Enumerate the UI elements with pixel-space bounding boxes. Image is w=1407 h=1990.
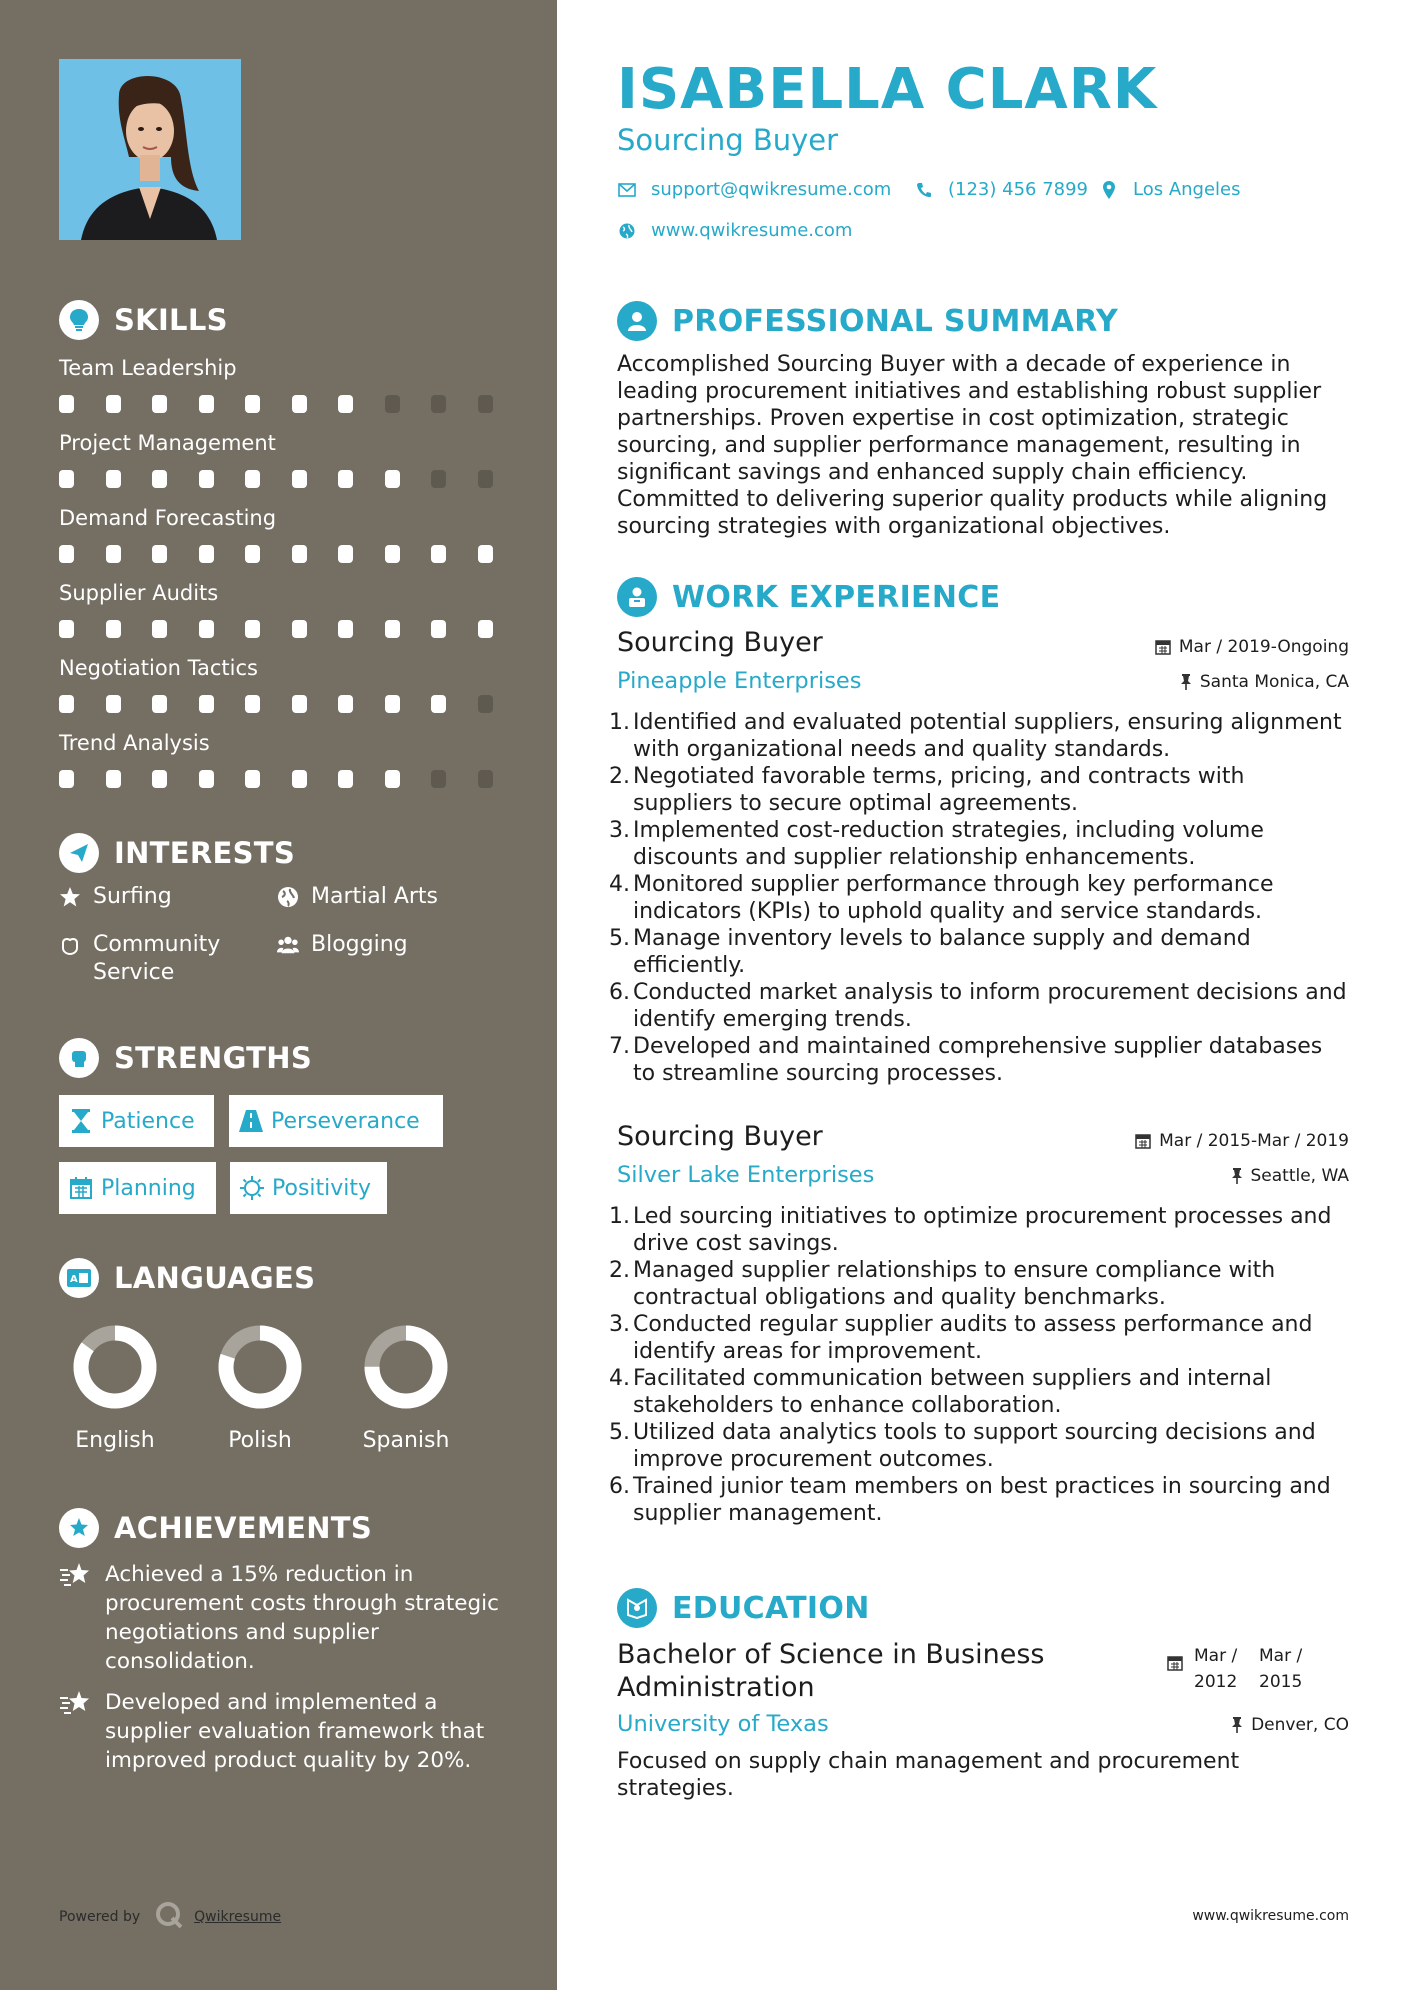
shooting-star-icon bbox=[59, 1560, 91, 1592]
responsibility-item bbox=[609, 1203, 1349, 1257]
responsibility-item bbox=[609, 1033, 1349, 1087]
language-item bbox=[341, 1324, 471, 1453]
strength-label: Perseverance bbox=[271, 1108, 420, 1134]
skill-name: Team Leadership bbox=[59, 356, 237, 380]
rating-dot-filled bbox=[199, 545, 214, 563]
rating-dot-filled bbox=[199, 770, 214, 788]
globe-icon bbox=[617, 221, 637, 241]
globe-icon bbox=[277, 883, 299, 911]
education-location bbox=[1231, 1715, 1349, 1735]
responsibility-item bbox=[609, 925, 1349, 979]
job-title: Sourcing Buyer bbox=[617, 627, 823, 658]
education-dates bbox=[1167, 1643, 1357, 1693]
rating-dot-filled bbox=[292, 545, 307, 563]
sun-icon bbox=[240, 1176, 264, 1200]
strength-tag bbox=[59, 1095, 214, 1147]
language-item bbox=[50, 1324, 180, 1453]
rating-dot-filled bbox=[478, 620, 493, 638]
responsibility-item bbox=[609, 763, 1349, 817]
strength-label: Positivity bbox=[272, 1175, 372, 1201]
responsibility-text: Conducted regular supplier audits to assess performance and identify areas for improvement. bbox=[633, 1312, 1313, 1364]
skill-name: Project Management bbox=[59, 431, 276, 455]
rating-dot-filled bbox=[245, 395, 260, 413]
translate-icon bbox=[59, 1258, 99, 1298]
rating-dot-filled bbox=[199, 620, 214, 638]
achievement-item bbox=[59, 1688, 499, 1775]
language-name: Spanish bbox=[362, 1428, 450, 1453]
education-end-date: Mar / 2015 bbox=[1259, 1646, 1303, 1692]
rating-dot-filled bbox=[59, 695, 74, 713]
rating-dot-filled bbox=[338, 770, 353, 788]
school-name: University of Texas bbox=[617, 1711, 829, 1737]
language-level-donut bbox=[72, 1324, 158, 1410]
responsibility-text: Managed supplier relationships to ensure compliance with contractual obligations and quality benchmarks. bbox=[633, 1258, 1276, 1310]
job-dates bbox=[1155, 637, 1349, 657]
footer-url[interactable]: www.qwikresume.com bbox=[1192, 1908, 1349, 1924]
phone-contact[interactable] bbox=[914, 179, 1088, 200]
achievement-text: Achieved a 15% reduction in procurement costs through strategic negotiations and supplier consolidation. bbox=[105, 1562, 499, 1674]
rating-dot-filled bbox=[106, 545, 121, 563]
rating-dot-filled bbox=[59, 545, 74, 563]
item-number: 4. bbox=[609, 1366, 630, 1391]
rating-dot-filled bbox=[292, 620, 307, 638]
language-name: English bbox=[75, 1428, 155, 1453]
pin-icon bbox=[1231, 1168, 1243, 1184]
rating-dot-filled bbox=[106, 395, 121, 413]
rating-dot-empty bbox=[385, 395, 400, 413]
item-number: 6. bbox=[609, 980, 630, 1005]
responsibility-text: Implemented cost-reduction strategies, including volume discounts and supplier relationship enhancements. bbox=[633, 818, 1264, 870]
qwikresume-link[interactable]: Qwikresume bbox=[194, 1909, 282, 1925]
interests-heading-text: INTERESTS bbox=[114, 836, 296, 870]
rating-dot-filled bbox=[292, 695, 307, 713]
education-description: Focused on supply chain management and procurement strategies. bbox=[617, 1749, 1240, 1801]
strength-tag bbox=[230, 1162, 387, 1214]
responsibility-item bbox=[609, 1311, 1349, 1365]
sidebar bbox=[0, 0, 557, 1990]
phone-icon bbox=[914, 180, 934, 200]
education-heading-text: EDUCATION bbox=[672, 1590, 870, 1626]
rating-dot-empty bbox=[431, 770, 446, 788]
user-icon bbox=[617, 301, 657, 341]
svg-text:A: A bbox=[70, 1274, 78, 1285]
skill-name: Supplier Audits bbox=[59, 581, 219, 605]
rating-dot-filled bbox=[245, 620, 260, 638]
degree-title: Bachelor of Science in Business Administration bbox=[617, 1639, 1045, 1703]
rating-dot-filled bbox=[152, 395, 167, 413]
rating-dot-filled bbox=[385, 770, 400, 788]
skill-item bbox=[59, 728, 509, 798]
education-start-date: Mar / 2012 bbox=[1194, 1646, 1238, 1692]
interest-label: Martial Arts bbox=[311, 884, 439, 909]
rating-dot-empty bbox=[478, 395, 493, 413]
responsibility-item bbox=[609, 871, 1349, 925]
responsibility-item bbox=[609, 1419, 1349, 1473]
users-icon bbox=[277, 931, 299, 959]
rating-dot-filled bbox=[245, 695, 260, 713]
rating-dot-empty bbox=[431, 470, 446, 488]
job-location-text: Seattle, WA bbox=[1250, 1166, 1349, 1186]
rating-dot-filled bbox=[431, 545, 446, 563]
responsibility-text: Conducted market analysis to inform procurement decisions and identify emerging trends. bbox=[633, 980, 1347, 1032]
company-name: Pineapple Enterprises bbox=[617, 668, 862, 694]
trophy-star-icon bbox=[59, 1508, 99, 1548]
rating-dot-empty bbox=[478, 470, 493, 488]
rating-dot-filled bbox=[292, 770, 307, 788]
interest-item bbox=[59, 883, 172, 911]
shooting-star-icon bbox=[59, 1688, 91, 1720]
rating-dot-filled bbox=[431, 695, 446, 713]
skill-item bbox=[59, 503, 509, 573]
rating-dot-filled bbox=[199, 695, 214, 713]
powered-by-text: Powered by bbox=[59, 1909, 141, 1925]
rating-dot-filled bbox=[385, 620, 400, 638]
strengths-heading-text: STRENGTHS bbox=[114, 1041, 313, 1075]
achievement-text: Developed and implemented a supplier evaluation framework that improved product quality by 20%. bbox=[105, 1690, 485, 1773]
pin-icon bbox=[1180, 674, 1192, 690]
location-contact bbox=[1099, 179, 1241, 200]
strength-label: Patience bbox=[101, 1108, 195, 1134]
website-contact[interactable] bbox=[617, 220, 852, 241]
responsibility-text: Monitored supplier performance through key performance indicators (KPIs) to uphold quality and service standards. bbox=[633, 872, 1274, 924]
full-name: ISABELLA CLARK bbox=[617, 57, 1158, 122]
job-dates-text: Mar / 2015-Mar / 2019 bbox=[1159, 1131, 1349, 1151]
interest-item bbox=[277, 931, 408, 959]
education-location-text: Denver, CO bbox=[1251, 1715, 1349, 1735]
rating-dot-empty bbox=[478, 695, 493, 713]
item-number: 7. bbox=[609, 1034, 630, 1059]
rating-dot-filled bbox=[292, 470, 307, 488]
responsibility-item bbox=[609, 1365, 1349, 1419]
rating-dot-filled bbox=[59, 770, 74, 788]
rating-dot-filled bbox=[199, 395, 214, 413]
rating-dot-filled bbox=[152, 695, 167, 713]
achievements-heading bbox=[59, 1508, 509, 1548]
phone-text: (123) 456 7899 bbox=[948, 179, 1089, 200]
languages-heading-text: LANGUAGES bbox=[114, 1261, 316, 1295]
rating-dot-filled bbox=[385, 470, 400, 488]
skill-name: Demand Forecasting bbox=[59, 506, 277, 530]
rating-dot-filled bbox=[199, 470, 214, 488]
graduation-icon bbox=[617, 1588, 657, 1628]
language-item bbox=[195, 1324, 325, 1453]
languages-section bbox=[59, 1258, 509, 1468]
strength-tag bbox=[229, 1095, 443, 1147]
language-name: Polish bbox=[228, 1428, 292, 1453]
lightbulb-icon bbox=[59, 300, 99, 340]
calendar-icon bbox=[1155, 639, 1171, 655]
interest-label: Community Service bbox=[93, 932, 221, 985]
rating-dot-filled bbox=[152, 545, 167, 563]
pin-icon bbox=[1231, 1717, 1243, 1733]
rating-dot-filled bbox=[385, 545, 400, 563]
skill-item bbox=[59, 653, 509, 723]
education-heading bbox=[617, 1587, 870, 1629]
briefcase-user-icon bbox=[617, 577, 657, 617]
calendar-icon bbox=[1167, 1655, 1183, 1675]
skill-name: Trend Analysis bbox=[59, 731, 210, 755]
summary-text: Accomplished Sourcing Buyer with a decade of experience in leading procurement initiatives and establishing robust supplier partnerships. Proven expertise in cost optimization, strategic sourcing, and supplier performance management, resulting in significant savings and enhanced supply chain efficiency. Committed to delivering superior quality products while aligning sourcing strategies with organizational objectives. bbox=[617, 352, 1328, 539]
rating-dot-filled bbox=[106, 620, 121, 638]
rating-dot-filled bbox=[385, 695, 400, 713]
rating-dot-filled bbox=[478, 545, 493, 563]
rating-dot-filled bbox=[338, 395, 353, 413]
skill-item bbox=[59, 353, 509, 423]
location-text: Los Angeles bbox=[1133, 179, 1241, 200]
interest-item bbox=[277, 883, 438, 911]
job-location bbox=[1180, 672, 1349, 692]
language-level-donut bbox=[217, 1324, 303, 1410]
profile-photo bbox=[59, 59, 241, 240]
rating-dot-filled bbox=[338, 695, 353, 713]
languages-heading bbox=[59, 1258, 509, 1298]
rating-dot-filled bbox=[292, 395, 307, 413]
strengths-section bbox=[59, 1038, 509, 1218]
interests-heading bbox=[59, 833, 509, 873]
job-responsibilities bbox=[609, 709, 1349, 1087]
rating-dot-empty bbox=[431, 395, 446, 413]
skills-heading bbox=[59, 300, 509, 340]
rating-dot-filled bbox=[245, 770, 260, 788]
job-title: Sourcing Buyer bbox=[617, 1121, 823, 1152]
skills-section bbox=[59, 300, 509, 755]
rating-dot-filled bbox=[431, 620, 446, 638]
job-dates bbox=[1135, 1131, 1349, 1151]
achievements-section bbox=[59, 1508, 509, 1808]
job-dates-text: Mar / 2019-Ongoing bbox=[1178, 637, 1349, 657]
rating-dot-filled bbox=[338, 470, 353, 488]
calendar-icon bbox=[69, 1176, 93, 1200]
map-pin-icon bbox=[1099, 180, 1119, 200]
skill-name: Negotiation Tactics bbox=[59, 656, 258, 680]
skills-heading-text: SKILLS bbox=[114, 303, 228, 337]
job-responsibilities bbox=[609, 1203, 1349, 1527]
rating-dot-filled bbox=[152, 770, 167, 788]
email-text: support@qwikresume.com bbox=[651, 179, 892, 200]
responsibility-text: Developed and maintained comprehensive supplier databases to streamline sourcing processes. bbox=[633, 1034, 1323, 1086]
job-location-text: Santa Monica, CA bbox=[1199, 672, 1349, 692]
interest-label: Surfing bbox=[93, 884, 172, 909]
qwikresume-logo-icon bbox=[154, 1900, 184, 1934]
item-number: 1. bbox=[609, 1204, 630, 1229]
responsibility-text: Facilitated communication between suppliers and internal stakeholders to enhance collaboration. bbox=[633, 1366, 1272, 1418]
calendar-icon bbox=[1135, 1133, 1151, 1149]
powered-by bbox=[59, 1900, 281, 1934]
rating-dot-filled bbox=[338, 620, 353, 638]
responsibility-text: Utilized data analytics tools to support sourcing decisions and improve procurement outcomes. bbox=[633, 1420, 1316, 1472]
rating-dot-filled bbox=[59, 620, 74, 638]
rating-dot-filled bbox=[59, 470, 74, 488]
achievements-heading-text: ACHIEVEMENTS bbox=[114, 1511, 373, 1545]
fist-icon bbox=[59, 1038, 99, 1078]
responsibility-text: Manage inventory levels to balance supply and demand efficiently. bbox=[633, 926, 1251, 978]
summary-heading bbox=[617, 300, 1118, 342]
rating-dot-filled bbox=[245, 545, 260, 563]
job-role: Sourcing Buyer bbox=[617, 123, 839, 157]
item-number: 6. bbox=[609, 1474, 630, 1499]
person-portrait-icon bbox=[59, 59, 241, 240]
interest-item bbox=[59, 931, 239, 987]
job-location bbox=[1231, 1166, 1350, 1186]
responsibility-text: Trained junior team members on best practices in sourcing and supplier management. bbox=[633, 1474, 1331, 1526]
responsibility-item bbox=[609, 709, 1349, 763]
rating-dot-filled bbox=[152, 470, 167, 488]
skill-item bbox=[59, 428, 509, 498]
item-number: 4. bbox=[609, 872, 630, 897]
strength-tag bbox=[59, 1162, 216, 1214]
skill-item bbox=[59, 578, 509, 648]
road-icon bbox=[239, 1109, 263, 1133]
item-number: 5. bbox=[609, 1420, 630, 1445]
rating-dot-filled bbox=[106, 470, 121, 488]
rating-dot-filled bbox=[106, 695, 121, 713]
rating-dot-filled bbox=[338, 545, 353, 563]
responsibility-item bbox=[609, 1257, 1349, 1311]
rating-dot-empty bbox=[478, 770, 493, 788]
responsibility-text: Identified and evaluated potential suppliers, ensuring alignment with organizational needs and quality standards. bbox=[633, 710, 1342, 762]
rating-dot-filled bbox=[106, 770, 121, 788]
item-number: 2. bbox=[609, 1258, 630, 1283]
responsibility-item bbox=[609, 979, 1349, 1033]
item-number: 1. bbox=[609, 710, 630, 735]
paper-plane-icon bbox=[59, 833, 99, 873]
hourglass-icon bbox=[69, 1109, 93, 1133]
rating-dot-filled bbox=[245, 470, 260, 488]
rating-dot-filled bbox=[59, 395, 74, 413]
achievement-item bbox=[59, 1560, 499, 1676]
item-number: 5. bbox=[609, 926, 630, 951]
hand-icon bbox=[59, 931, 81, 959]
responsibility-text: Negotiated favorable terms, pricing, and contracts with suppliers to secure optimal agreements. bbox=[633, 764, 1245, 816]
website-text: www.qwikresume.com bbox=[651, 220, 853, 241]
item-number: 3. bbox=[609, 1312, 630, 1337]
responsibility-text: Led sourcing initiatives to optimize procurement processes and drive cost savings. bbox=[633, 1204, 1332, 1256]
item-number: 2. bbox=[609, 764, 630, 789]
item-number: 3. bbox=[609, 818, 630, 843]
interests-section bbox=[59, 833, 509, 993]
language-level-donut bbox=[363, 1324, 449, 1410]
strength-label: Planning bbox=[101, 1175, 196, 1201]
star-icon bbox=[59, 883, 81, 911]
experience-heading bbox=[617, 576, 1000, 618]
rating-dot-filled bbox=[152, 620, 167, 638]
experience-heading-text: WORK EXPERIENCE bbox=[672, 579, 1001, 615]
responsibility-item bbox=[609, 817, 1349, 871]
responsibility-item bbox=[609, 1473, 1349, 1527]
summary-heading-text: PROFESSIONAL SUMMARY bbox=[672, 303, 1119, 339]
envelope-icon bbox=[617, 180, 637, 200]
strengths-heading bbox=[59, 1038, 509, 1078]
company-name: Silver Lake Enterprises bbox=[617, 1162, 875, 1188]
email-contact[interactable] bbox=[617, 179, 891, 200]
interest-label: Blogging bbox=[311, 932, 408, 957]
